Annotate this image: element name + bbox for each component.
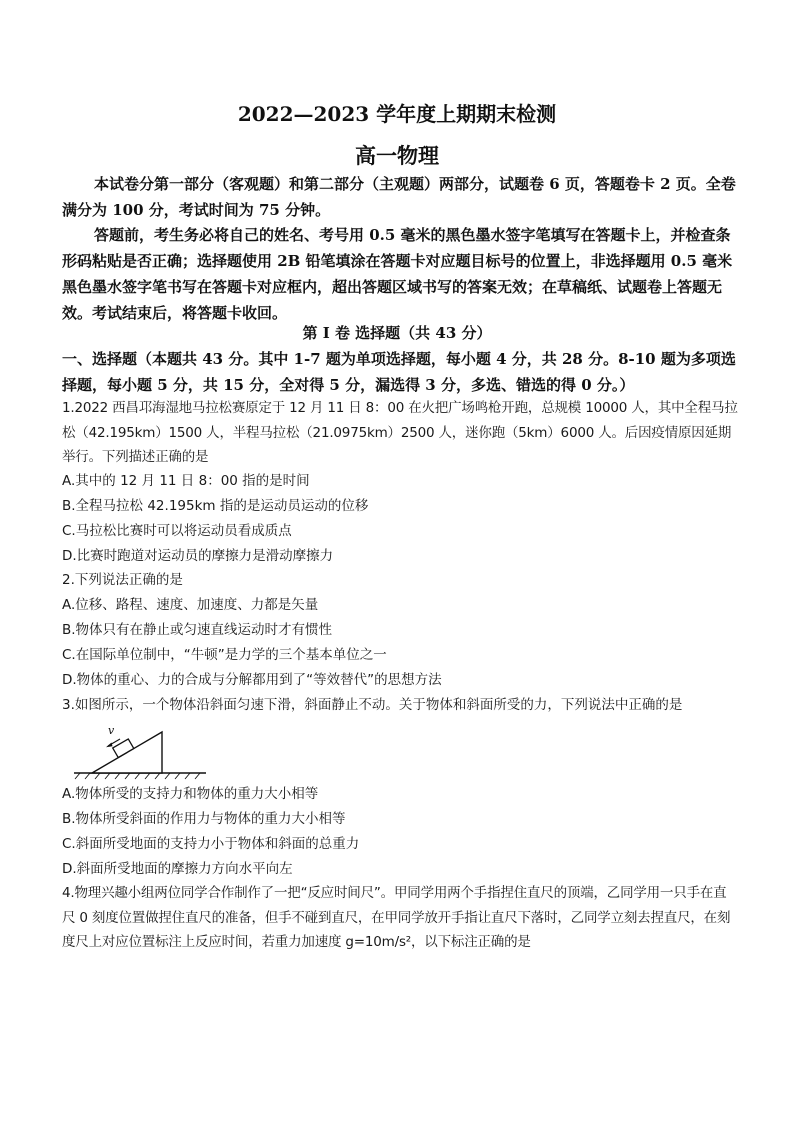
exam-subject: 高一物理 [355,143,439,168]
exam-title: 2022—2023 学年度上期期末检测 [237,102,557,126]
velocity-label: v [108,724,115,737]
question-1-stem: 1.2022 西昌邛海湿地马拉松赛原定于 12 月 11 日 8：00 在火把广场鸣枪开跑，总规模 10000 人，其中全程马拉松（42.195km）1500 人，半程马拉松（21.0975km）2500 人，迷你跑（5km）6000 人。后因疫情原因延期举行。下列描述正确的是 [62,400,738,465]
part-instructions: 一、选择题（本题共 43 分。其中 1-7 题为单项选择题，每小题 4 分，共 28 分。8-10 题为多项选择题，每小题 5 分，共 15 分，全对得 5 分，漏选得 3 分，多选、错选的得 0 分。） [62,350,736,394]
question-3-option-c: C.斜面所受地面的支持力小于物体和斜面的总重力 [62,836,360,852]
question-2-stem: 2.下列说法正确的是 [62,572,183,588]
question-4-stem: 4.物理兴趣小组两位同学合作制作了一把“反应时间尺”。甲同学用两个手指捏住直尺的顶端，乙同学用一只手在直尺 0 刻度位置做捏住直尺的准备，但手不碰到直尺，在甲同学放开手指让直尺下落时，乙同学立刻去捏直尺，在刻度尺上对应位置标注上反应时间，若重力加速度 g=10m/s²，以下标注正确的是 [62,885,731,950]
section-heading: 第 I 卷 选择题（共 43 分） [302,324,492,342]
instructions-paragraph-2: 答题前，考生务必将自己的姓名、考号用 0.5 毫米的黑色墨水签字笔填写在答题卡上，并检查条形码粘贴是否正确；选择题使用 2B 铅笔填涂在答题卡对应题目标号的位置上，非选择题用 0.5 毫米黑色墨水签字笔书写在答题卡对应框内，超出答题区域书写的答案无效；在草稿纸、试题卷上答题无效。考试结束后，将答题卡收回。 [62,226,733,322]
question-1-option-a: A.其中的 12 月 11 日 8：00 指的是时间 [62,473,310,489]
question-1-option-d: D.比赛时跑道对运动员的摩擦力是滑动摩擦力 [62,548,334,564]
question-1-option-c: C.马拉松比赛时可以将运动员看成质点 [62,523,292,539]
question-3-stem: 3.如图所示，一个物体沿斜面匀速下滑，斜面静止不动。关于物体和斜面所受的力，下列说法中正确的是 [62,697,683,713]
question-3-option-b: B.物体所受斜面的作用力与物体的重力大小相等 [62,811,346,827]
question-3-option-d: D.斜面所受地面的摩擦力方向水平向左 [62,861,293,877]
ground-hatching [75,773,200,779]
question-1-option-b: B.全程马拉松 42.195km 指的是运动员运动的位移 [62,498,369,514]
question-2-option-a: A.位移、路程、速度、加速度、力都是矢量 [62,597,319,613]
question-2-option-d: D.物体的重心、力的合成与分解都用到了“等效替代”的思想方法 [62,672,442,688]
incline-figure [70,724,210,780]
question-2-option-b: B.物体只有在静止或匀速直线运动时才有惯性 [62,622,333,638]
question-3-option-a: A.物体所受的支持力和物体的重力大小相等 [62,786,319,802]
question-2-option-c: C.在国际单位制中，“牛顿”是力学的三个基本单位之一 [62,647,387,663]
instructions-paragraph-1: 本试卷分第一部分（客观题）和第二部分（主观题）两部分，试题卷 6 页，答题卷卡 2 页。全卷满分为 100 分，考试时间为 75 分钟。 [62,175,736,219]
